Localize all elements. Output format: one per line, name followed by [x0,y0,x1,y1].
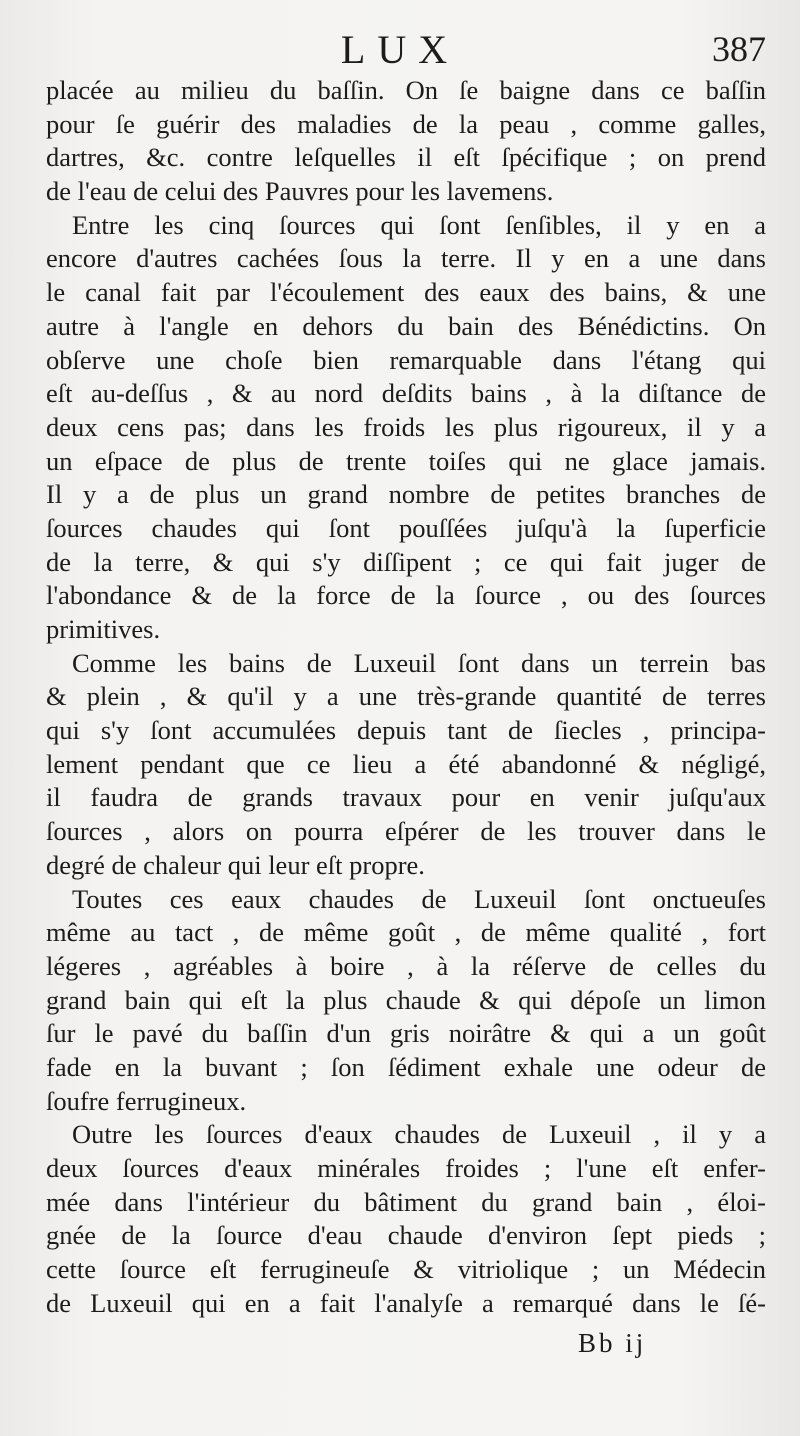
text-line: deux ſources d'eaux minérales froides ; l'une eſt enfer- [46,1153,766,1183]
text-line: Toutes ces eaux chaudes de Luxeuil ſont onctueuſes [72,883,766,914]
text-line: grand bain qui eſt la plus chaude & qui dépoſe un limon [46,984,766,1015]
signature-mark: Bb ij [578,1328,647,1358]
text-line: légeres , agréables à boire , à la réſerve de celles du [46,950,766,981]
text-line: ſources chaudes qui ſont pouſſées juſqu'à la ſuperficie [46,512,766,543]
page-header [0,18,800,74]
text-line: même au tact , de même goût , de même qualité , fort [46,917,766,948]
text-line: primitives. [46,614,161,644]
text-line: gnée de la ſource d'eau chaude d'environ ſept pieds ; [46,1220,766,1251]
text-line: ſoufre ferrugineux. [46,1085,247,1116]
text-line: Il y a de plus un grand nombre de petites branches de [46,479,766,510]
text-line: Comme les bains de Luxeuil ſont dans un terrein bas [72,647,766,678]
text-line: lement pendant que ce lieu a été abandonné & négligé, [46,748,766,779]
text-line: deux cens pas; dans les froids les plus rigoureux, il y a [46,411,766,442]
text-line: de la terre, & qui s'y diſſipent ; ce qui fait juger de [46,546,766,577]
text-line: Entre les cinq ſources qui ſont ſenſibles, il y en a [72,209,766,240]
text-line: dartres, &c. contre leſquelles il eſt ſpécifique ; on prend [46,142,766,173]
text-line: eſt au-deſſus , & au nord deſdits bains , à la diſtance de [46,378,766,409]
text-line: pour ſe guérir des maladies de la peau , comme galles, [46,108,766,139]
text-line: Outre les ſources d'eaux chaudes de Luxeuil , il y a [72,1119,766,1150]
text-line: fade en la buvant ; ſon ſédiment exhale une odeur de [46,1051,766,1082]
text-line: placée au milieu du baſſin. On ſe baigne dans ce baſſin [46,75,766,105]
text-line: qui s'y ſont accumulées depuis tant de ſiecles , principa- [46,715,766,746]
text-line: le canal fait par l'écoulement des eaux des bains, & une [46,277,766,308]
text-line: & plein , & qu'il y a une très-grande quantité de terres [46,681,766,712]
text-line: degré de chaleur qui leur eſt propre. [46,849,425,880]
text-line: encore d'autres cachées ſous la terre. Il y en a une dans [46,243,766,274]
text-line: de l'eau de celui des Pauvres pour les lavemens. [46,176,554,207]
text-line: un eſpace de plus de trente toiſes qui ne glace jamais. [46,445,766,476]
text-line: l'abondance & de la force de la ſource , ou des ſources [46,580,766,611]
text-line: ſources , alors on pourra eſpérer de les trouver dans le [46,816,766,847]
text-line: autre à l'angle en dehors du bain des Bénédictins. On [46,310,766,341]
text-line: cette ſource eſt ferrugineuſe & vitriolique ; un Médecin [46,1254,766,1285]
body-text [46,74,766,1320]
text-line: mée dans l'intérieur du bâtiment du grand bain , éloi- [46,1186,766,1217]
text-line: obſerve une choſe bien remarquable dans l'étang qui [46,344,766,375]
text-line: de Luxeuil qui en a fait l'analyſe a remarqué dans le ſé- [46,1287,766,1318]
running-head: LUX [340,27,460,72]
page-number: 387 [712,29,766,69]
text-line: il faudra de grands travaux pour en venir juſqu'aux [46,782,766,813]
text-line: ſur le pavé du baſſin d'un gris noirâtre & qui a un goût [46,1018,766,1049]
